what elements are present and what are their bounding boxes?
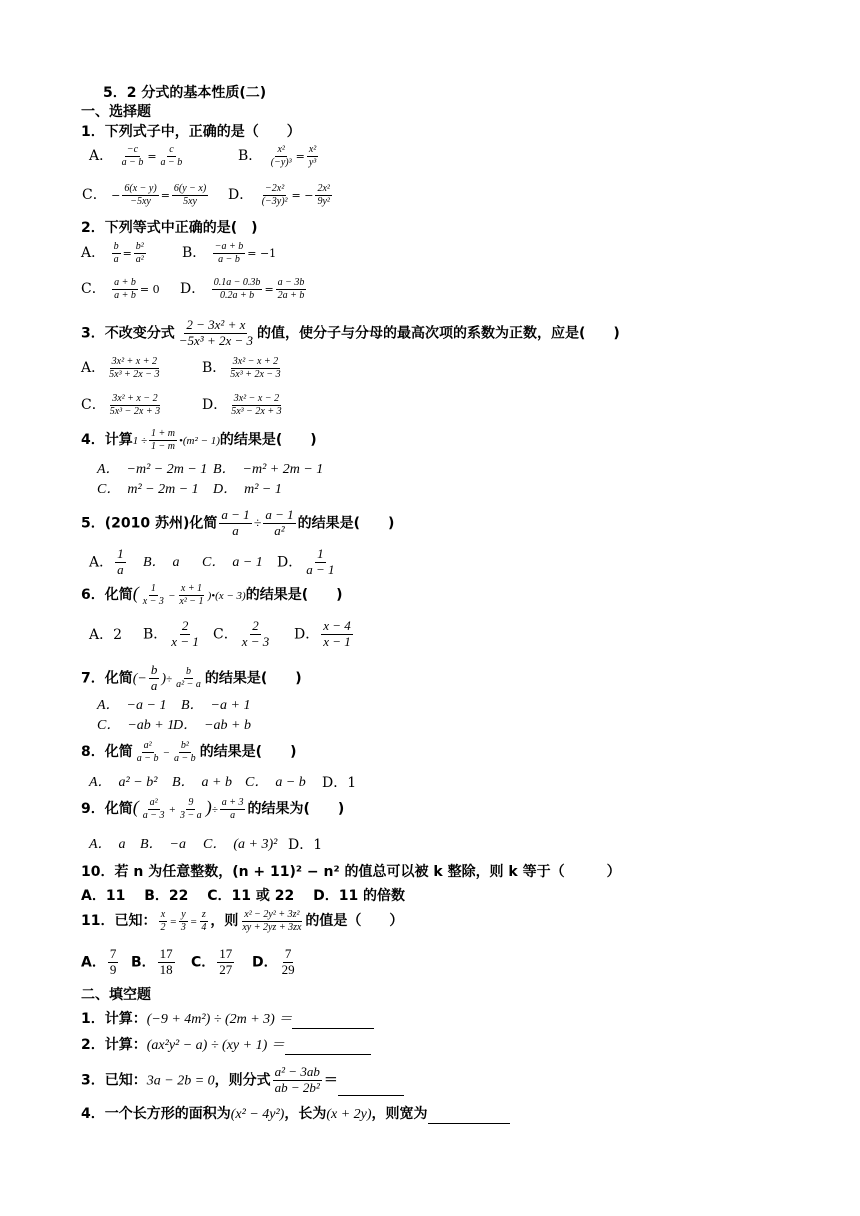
answer-blank-2[interactable] [285, 1040, 371, 1055]
question-3-option-d: D． $\frac{\text{3x² − x − 2}}{\text{5x³ − 2x + 3}}$ [202, 393, 282, 417]
question-5-option-b: B． a [143, 555, 180, 570]
question-9-option-c: C． (a + 3)² [203, 837, 278, 852]
question-11-option-d: D． $\frac{7}{29}$ [252, 946, 295, 977]
question-5-option-d: D． $\frac{1}{a - 1}$ [277, 546, 335, 577]
question-8-option-d: D．1 [322, 775, 357, 791]
question-6-option-b: B． $\frac{2}{x - 1}$ [143, 618, 199, 649]
question-4-option-b: B． −m² + 2m − 1 [213, 462, 324, 477]
section-heading-fill: 二、填空题 [81, 987, 151, 1003]
question-2-option-b: B． $\frac{-a + b}{a - b}$ = −1 [182, 241, 277, 265]
question-7-option-a: A． −a − 1 [97, 698, 167, 713]
question-4-option-c: C． m² − 2m − 1 [97, 482, 199, 497]
question-9-option-d: D．1 [288, 837, 323, 853]
question-1-stem: 1．下列式子中，正确的是（ ） [81, 124, 301, 140]
question-9-stem: 9．化简( $\frac{\text{a²}}{a - 3}$ + $\frac{9}{3 - a}$ )÷ $\frac{a + 3}{a}$ 的结果为( ) [81, 797, 345, 821]
question-5-stem: 5．(2010 苏州)化简 $\frac{a - 1}{a}$ ÷ $\frac{a - 1}{\text{a²}}$ 的结果是( ) [81, 507, 395, 538]
question-6-option-d: D． $\frac{x - 4}{x - 1}$ [294, 618, 351, 649]
question-11-option-a: A． $\frac{7}{9}$ [81, 946, 117, 977]
answer-blank-1[interactable] [292, 1014, 374, 1029]
question-1-option-a: A． $\frac{-c}{a - b}$ = $\frac{c}{a - b}$ [89, 144, 183, 168]
question-8-option-c: C． a − b [245, 775, 306, 790]
question-11-option-c: C． $\frac{17}{27}$ [191, 946, 233, 977]
question-6-option-c: C． $\frac{2}{x - 3}$ [213, 618, 270, 649]
question-4-option-a: A． −m² − 2m − 1 [97, 462, 208, 477]
question-11-stem: 11．已知： $\frac{x}{2}$ = $\frac{y}{3}$ = $\frac{z}{4}$ ，则 $\frac{\text{x² − 2y² + 3z²}}{xy + 2yz + 3zx}$ 的值是（ ） [81, 909, 404, 933]
question-2-option-d: D． $\frac{0.1a - 0.3b}{0.2a + b}$ = $\frac{a - 3b}{2a + b}$ [180, 277, 305, 301]
question-8-option-b: B． a + b [172, 775, 232, 790]
question-9-option-b: B． −a [140, 837, 186, 852]
question-5-option-c: C． a − 1 [202, 555, 263, 570]
question-7-option-b: B． −a + 1 [181, 698, 251, 713]
question-11-option-b: B． $\frac{17}{18}$ [131, 946, 173, 977]
question-3-stem: 3．不改变分式 $\frac{\text{2 − 3x² + x}}{\text{−5x³ + 2x − 3}}$ 的值，使分子与分母的最高次项的系数为正数，应是( ) [81, 317, 620, 348]
question-3-option-b: B． $\frac{\text{3x² − x + 2}}{\text{5x³ + 2x − 3}}$ [202, 356, 281, 380]
question-6-option-a: A．2 [89, 627, 123, 643]
question-7-stem: 7．化简(− $\frac{b}{a}$ )÷ $\frac{b}{\text{a² − a}}$ 的结果是( ) [81, 662, 302, 693]
question-9-option-a: A． a [89, 837, 126, 852]
question-1-option-c: C． − $\frac{6(x - y)}{-5xy}$ = $\frac{6(y - x)}{5xy}$ [82, 183, 207, 207]
question-5-option-a: A． $\frac{1}{a}$ [89, 546, 124, 577]
question-2-stem: 2．下列等式中正确的是( ) [81, 220, 258, 236]
fill-question-4: 4．一个长方形的面积为(x² − 4y²)，长为(x + 2y)，则宽为 [81, 1105, 510, 1124]
question-2-option-c: C． $\frac{a + b}{a + b}$ = 0 [81, 277, 160, 301]
question-4-stem: 4．计算1 ÷ $\frac{1 + m}{1 - m}$ •(m² − 1)的结果是( ) [81, 428, 317, 452]
question-10-stem: 10．若 n 为任意整数，(n + 11)² − n² 的值总可以被 k 整除，则 k 等于（ ） [81, 864, 621, 880]
question-8-stem: 8．化简 $\frac{\text{a²}}{a - b}$ − $\frac{\text{b²}}{a - b}$ 的结果是( ) [81, 740, 297, 764]
question-2-option-a: A． $\frac{b}{a}$ = $\frac{\text{b²}}{\text{a²}}$ [81, 241, 144, 265]
question-6-stem: 6．化简( $\frac{1}{x - 3}$ − $\frac{x + 1}{\text{x² − 1}}$ )•(x − 3)的结果是( ) [81, 583, 343, 607]
answer-blank-3[interactable] [338, 1081, 404, 1096]
question-3-option-a: A． $\frac{\text{3x² + x + 2}}{\text{5x³ + 2x − 3}}$ [81, 356, 160, 380]
question-7-option-c: C． −ab + 1 [97, 718, 175, 733]
question-7-option-d: D． −ab + b [173, 718, 252, 733]
fill-question-2: 2．计算：(ax²y² − a) ÷ (xy + 1) ＝ [81, 1036, 371, 1055]
question-1-option-d: D． $\frac{\text{−2x²}}{\text{(−3y)²}}$ = − $\frac{\text{2x²}}{\text{9y²}}$ [228, 183, 330, 207]
fill-question-1: 1．计算：(−9 + 4m²) ÷ (2m + 3) ＝ [81, 1010, 374, 1029]
question-3-option-c: C． $\frac{\text{3x² + x − 2}}{\text{5x³ − 2x + 3}}$ [81, 393, 161, 417]
answer-blank-4[interactable] [428, 1109, 510, 1124]
question-4-option-d: D． m² − 1 [213, 482, 282, 497]
section-heading-choice: 一、选择题 [81, 104, 151, 120]
fill-question-3: 3．已知：3a − 2b = 0，则分式 $\frac{\text{a² − 3ab}}{\text{ab − 2b²}}$ ＝ [81, 1065, 404, 1096]
page-title: 5．2 分式的基本性质(二) [103, 85, 267, 101]
question-8-option-a: A． a² − b² [89, 775, 158, 790]
question-1-option-b: B． $\frac{\text{x²}}{\text{(−y)³}}$ = $\frac{\text{x²}}{\text{y³}}$ [238, 144, 317, 168]
question-10-options: A．11 B．22 C．11 或 22 D．11 的倍数 [81, 888, 406, 904]
